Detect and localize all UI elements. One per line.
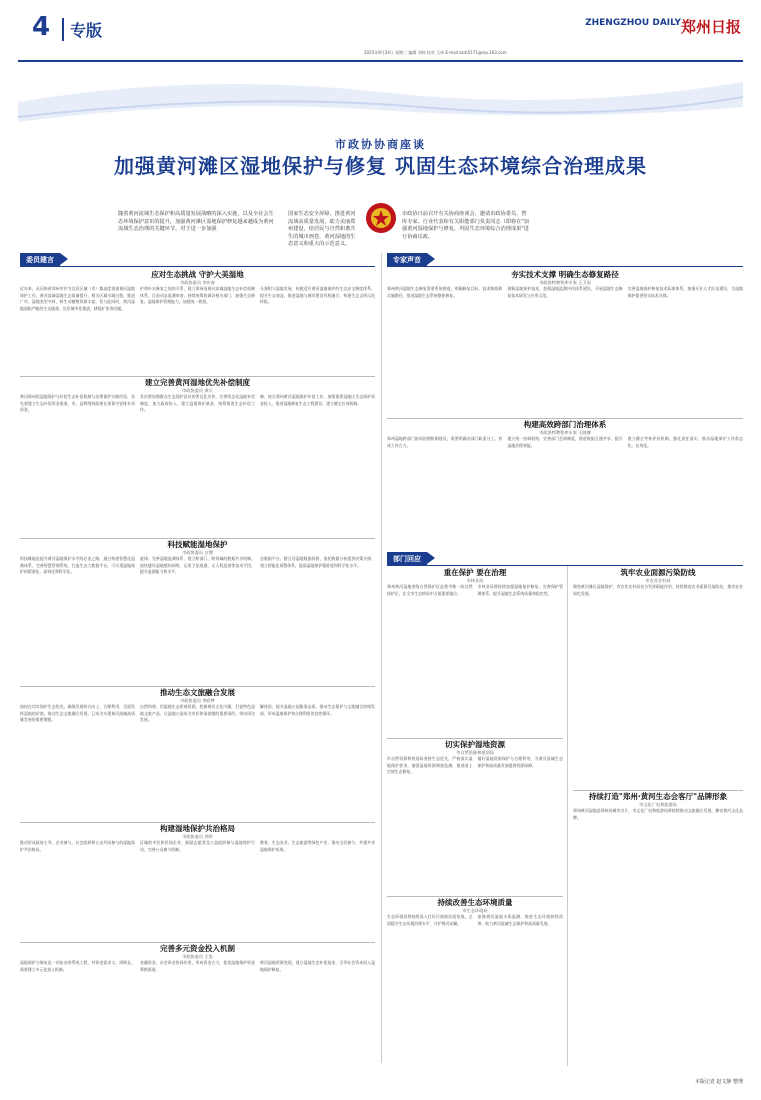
article-text: 创新湿地保护技术，加强湿地监测评估体系建设，开展湿地生态修复技术研发与应用示范。 [507,286,623,298]
section-tag-left: 委员建言 [20,253,60,266]
article-title: 夯实技术支撑 明确生态修复路径 [511,270,619,279]
article-text: 头督相与湿地发展，构建适应黄河湿地保护的生态安全制度体系，提升生态效益，推进湿地与城市建设有机融合，构建生态文明示范样板。 [260,286,375,305]
article-title: 持续改善生态环境质量 [437,898,513,907]
article-title: 建立完善黄河湿地优先补偿制度 [145,378,250,387]
article-text: 完善湿地保护修复技术标准体系，加强专业人才队伍建设，为湿地保护提供坚实技术支撑。 [627,286,743,298]
page-number: 4 [32,12,51,42]
article-11 [387,740,563,890]
article-text: 科技赋能是提升黄河湿地保护水平的必由之路。通过构建智慧化监测体系，完善智慧管理系统，打造生态大数据平台，可实现湿地保护的精准化、高效化和科学化。 [20,556,135,575]
article-text: 生态环境局将持续深入打好污染防治攻坚战，全面提升生态环境治理水平，守护黄河安澜。 [387,914,473,926]
article-title: 筑牢农业面源污染防线 [620,568,696,577]
article-text: 郑州黄河湿地是郑州的城市名片，市文化广电和旅游局将持续推动文旅融合发展，擦亮黄河文化品牌。 [573,808,743,820]
article-text: 其次要加强群众生态保护意识的普及化宣传，完善常态化湿地补偿制度，加大政府投入，建立湿地保护基金，统筹推进生态补偿工作。 [140,394,255,413]
article-6 [20,944,375,1064]
article-7 [387,270,743,380]
article-author: 市林业局 [466,578,484,583]
article-title: 完善多元资金投入机制 [160,944,235,953]
article-text: 黄河郑州段湿地保护与补偿生态补偿机制与治理保护实践经验，首先要建立生态补偿资金渠道，市、县两级财政要在预算中安排专项资金。 [20,394,135,413]
footer-credit: 本版记者 赵文静 整理 [694,1079,743,1085]
article-3 [20,540,375,668]
article-author: 市政协委员 李欣梦 [180,698,215,703]
section-tag-right-mid: 部门回应 [387,552,427,565]
intro-col-1: 随着黄河流域生态保护和高质量发展战略的深入实施，以及全社会生态环境保护意识的提升，加强黄河滩区湿地保护修复越来越成为黄河流域生态治理的关键环节。对于进一步加强 [118,211,274,233]
article-text: 建立健全考核评价机制，强化责任落实，推动湿地保护工作常态化、长效化。 [627,436,743,448]
article-2 [20,378,375,528]
article-text: 旋律。完善湿地监测体系，建立跨部门、跨领域的数据共享机制。加快建设湿地感知网络，运用卫星遥感、无人机巡查等技术手段，提升监测能力和水平。 [140,556,255,575]
article-12 [573,792,743,1062]
decorative-swoosh [0,62,761,136]
article-title: 构建湿地保护共治格局 [160,824,235,833]
article-author: 市自然资源和规划局 [456,750,494,755]
article-text: 态数据平台，整合河湿地数据资源，依托数据分析提供决策支撑，建立智能化预警体系，提高湿地保护精准度和科学化水平。 [260,556,375,568]
article-text: 金融资金，社会资金协同作用，形成资金合力，拓宽湿地保护资金筹措渠道。 [140,960,255,972]
article-author: 市生态环境局 [462,908,488,913]
paper-name: ZHENGZHOU DAILY [585,18,681,28]
article-text: 制，统合郑州黄河湿地保护补偿工作。加强重要湿地区生态保护资金投入，推进湿地修复生态工程建设，建立健全长效机制。 [260,394,375,406]
article-text: 教育，生态农业，生态旅游等绿色产业，推动全民参与，共建共享湿地保护成果。 [260,840,375,852]
article-author: 市政协特聘智库专家 王晓娜 [539,430,591,435]
article-title: 构建高效跨部门治理体系 [523,420,607,429]
article-5 [20,824,375,936]
article-9 [387,568,563,728]
article-text: 如何在切实保护生态优先、确保发展的方向上，合理利用，全面发挥湿地的价值，推动生态文旅融合发展，已成为实现黄河流域高质量发展的重要课题。 [20,704,135,723]
article-author: 市农业农村局 [645,578,671,583]
article-text: 黄河湿地资源变现，建立湿地生态补偿基金，引导社会资本投入湿地保护修复。 [260,960,375,972]
article-text: 聚焦黄河滩区湿地保护，市农业农村局充分发挥职能作用，持续推进农业面源污染防治，推动农业绿色发展。 [573,584,743,596]
article-title: 应对生态挑战 守护大美湿地 [151,270,244,279]
article-text: 湿地保护与修复是一项复杂的系统工程，对资金需求大、周期长，需要建立多元化投入机制。 [20,960,135,972]
intro-col-2: 国家生态安全屏障，推进黄河流域高质量发展，助力美丽郑州建设，给居民与自然和谐共生的城市画卷，黄河湿地的生态意义和重大的示范意义。 [288,211,356,248]
article-text: 护和补水修复之间的关系，建立郑州国黄河流域湿地生态补偿机制体系，目前动态监测审查，持续统筹协调各相关部门，加强生态修复。湿地保护管理能力，加强统一规划。 [140,286,255,305]
article-author: 市政协委员 黄兵 [182,388,213,393]
article-author: 市政协委员 王玺 [182,954,213,959]
article-text: 市林业局将持续加强湿地保护修复，完善保护管理体系，提升湿地生态系统质量和稳定性。 [477,584,563,596]
article-title: 切实保护湿地资源 [445,740,505,749]
article-text: 自然和谐，用湿地生态景观资源，挖掘黄河文化内涵，打造特色湿地文旅产品，让湿地公园成为市民休闲游憩的重要场所，带动周边发展。 [140,704,255,723]
dateline: 2025年9月24日 星期三 编辑 刘伟 校对 王伟 E-mail:zzrb5171@vip.163.com [364,50,507,55]
cppcc-emblem-icon [364,201,398,235]
section-tag-right-top: 专家声音 [387,253,427,266]
article-1 [20,270,375,368]
article-author: 市政协委员 郭华 [182,834,213,839]
article-author: 市政协委员 李庆春 [180,280,215,285]
article-text: 加强黄河湿地水质监测，推进生态环境持续改善，助力黄河流域生态保护和高质量发展。 [477,914,563,926]
article-text: 郑州湿地跨部门协同治理机制建设，需要明确各部门职责分工，形成工作合力。 [387,436,503,448]
article-text: 做好湿地资源保护与合理利用，为黄河流域生态保护和高质量发展提供资源保障。 [477,756,563,768]
article-title: 持续打造"郑州·黄河生态会客厅"品牌形象 [588,792,728,801]
article-text: 市自然资源和规划局坚持生态优先，严格落实湿地保护要求，加强湿地资源调查监测，推进国土空间生态修复。 [387,756,473,775]
article-text: 区域的市民和民间企业，鼓励志愿者及公益组织参与湿地保护行动，完善公众参与机制。 [140,840,255,852]
masthead [18,12,743,62]
article-text: 解体验，提升湿地公园服务品质，推动生态保护与文旅融合协调发展，形成湿地保护和合理利用的良性循环。 [260,704,375,716]
article-text: 郑州黄河湿地省级自然保护区是我市唯一的自然保护区，在全市生态格局中占据重要地位。 [387,584,473,596]
intro-col-3: 市政协日前召开有关协商座谈会，邀请市政协委员、智库专家、行业代表和有关职能部门负责同志（即将在"加强黄河湿地保护与修复，巩固生态环境综合治理成果"进行协商议政。 [402,211,529,240]
brand-logo: 郑州日报 [680,18,741,36]
kicker: 市政协协商座谈 [335,138,426,151]
article-title: 重在保护 要在治理 [443,568,507,577]
article-text: 郑州黄河湿地生态修复需要系统推进，明确修复目标、技术路线和实施路径，推进湿地生态系统整体修复。 [387,286,503,298]
article-10 [573,568,743,768]
article-author: 市文化广电和旅游局 [639,802,677,807]
article-4 [20,688,375,818]
article-13 [387,898,563,1063]
article-title: 科技赋能湿地保护 [167,540,228,549]
article-author: 市政协委员 白博 [182,550,213,555]
article-text: 推动形成政府主导、企业参与、社会组织和公众共同参与的湿地保护共治格局。 [20,840,135,852]
article-title: 推动生态文旅融合发展 [160,688,235,697]
article-text: 建立统一协调机构，完善部门会商制度，推进数据互通共享，提升湿地治理效能。 [507,436,623,448]
article-8 [387,420,743,545]
headline: 加强黄河滩区湿地保护与修复 巩固生态环境综合治理成果 [114,154,647,178]
page-type: 专版 [62,18,102,41]
article-author: 市政协特聘智库专家 王卫国 [539,280,591,285]
article-text: 近年来，从河南省郑州市作为宜居区域（市）都高度重视黄河湿地保护工作，黄河流域湿地生态质量提升，相关区域水域过程，推进广市，湿地类型多样，野生动植物资源丰富，但与此同时，黄河湿地面临严峻的生态挑战。沿岸城市化推进，耕地扩张等问题。 [20,286,135,311]
